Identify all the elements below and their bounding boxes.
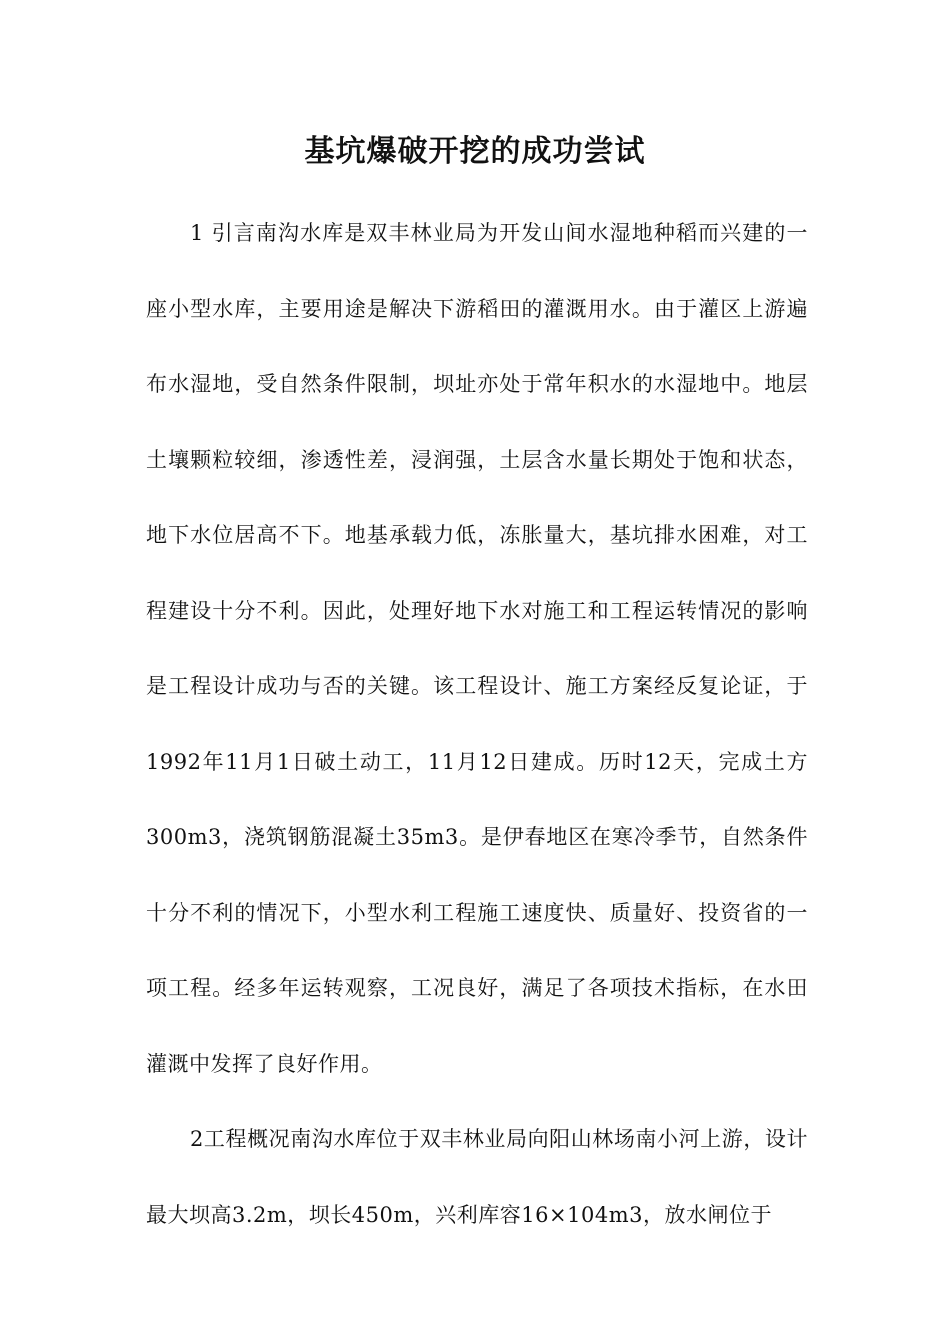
paragraph-introduction: 1 引言南沟水库是双丰林业局为开发山间水湿地种稻而兴建的一座小型水库，主要用途是解决下游稻田的灌溉用水。由于灌区上游遍布水湿地，受自然条件限制，坝址亦处于常年积水的水湿地中。地层土壤颗粒较细，渗透性差，浸润强，土层含水量长期处于饱和状态，地下水位居高不下。地基承载力低，冻胀量大，基坑排水困难，对工程建设十分不利。因此，处理好地下水对施工和工程运转情况的影响是工程设计成功与否的关键。该工程设计、施工方案经反复论证，于1992年11月1日破土动工，11月12日建成。历时12天，完成土方300m3，浇筑钢筋混凝土35m3。是伊春地区在寒冷季节，自然条件十分不利的情况下，小型水利工程施工速度快、质量好、投资省的一项工程。经多年运转观察，工况良好，满足了各项技术指标，在水田灌溉中发挥了良好作用。 [146,221,808,1076]
document-body [146,196,808,1253]
page-title: 基坑爆破开挖的成功尝试 [304,134,646,169]
paragraph-project-overview: 2工程概况南沟水库位于双丰林业局向阳山林场南小河上游，设计最大坝高3.2m，坝长450m，兴利库容16×104m3，放水闸位于 [146,1127,808,1227]
